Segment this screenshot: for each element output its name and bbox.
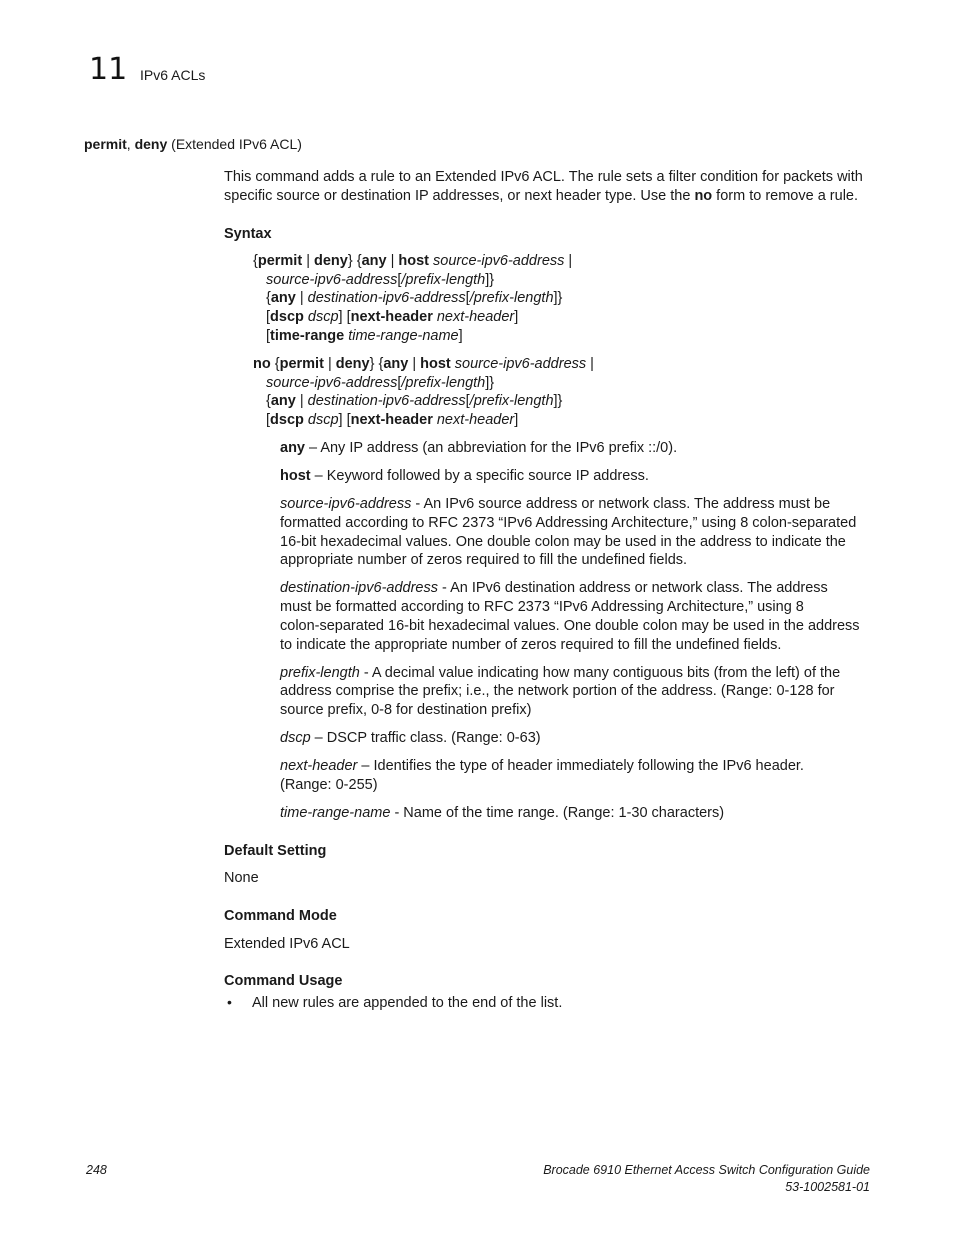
syntax-variable: /prefix-length	[469, 290, 554, 306]
param-term: time-range-name	[280, 805, 391, 821]
syntax-variable: destination-ipv6-address	[307, 393, 466, 409]
syntax-2-line-4	[266, 411, 518, 430]
intro-line-1: This command adds a rule to an Extended IPv6 ACL. The rule sets a filter condition for packets with	[224, 169, 863, 185]
param-any	[280, 439, 677, 458]
param-destination-line-4: to indicate the appropriate number of zeros required to fill the undefined fields.	[280, 637, 782, 653]
param-prefix-line-2: address comprise the prefix; i.e., the network portion of the address. (Range: 0-128 for	[280, 683, 835, 699]
command-suffix: (Extended IPv6 ACL)	[167, 136, 302, 152]
syntax-variable: dscp	[303, 309, 339, 325]
command-usage-heading: Command Usage	[224, 973, 343, 989]
syntax-keyword: any	[270, 393, 296, 409]
syntax-token: [	[266, 412, 271, 428]
param-desc: - A decimal value indicating how many contiguous bits (from the left) of the	[359, 665, 841, 681]
param-term: next-header	[280, 758, 358, 774]
syntax-token: |	[295, 290, 308, 306]
param-term: prefix-length	[280, 665, 360, 681]
syntax-1-line-1	[253, 252, 572, 271]
command-keyword-deny: deny	[134, 136, 168, 152]
syntax-token: ] [	[338, 412, 351, 428]
syntax-token: ]}	[485, 272, 495, 288]
param-time-range	[280, 804, 724, 823]
syntax-keyword: time-range	[270, 328, 345, 344]
param-desc: – Any IP address (an abbreviation for the IPv6 prefix ::/0).	[305, 440, 678, 456]
syntax-keyword: dscp	[270, 309, 304, 325]
syntax-keyword: permit	[279, 356, 324, 372]
syntax-token: } {	[369, 356, 384, 372]
param-term: dscp	[280, 730, 311, 746]
intro-text: specific source or destination IP addresses, or next header type. Use the	[224, 188, 695, 204]
param-destination-line-2: must be formatted according to RFC 2373 “IPv6 Addressing Architecture,” using 8	[280, 599, 804, 615]
syntax-keyword: host	[420, 356, 451, 372]
default-setting-heading: Default Setting	[224, 843, 327, 859]
syntax-2-line-3	[266, 392, 562, 411]
param-term: destination-ipv6-address	[280, 580, 438, 596]
syntax-keyword: deny	[314, 253, 348, 269]
syntax-token: [	[266, 328, 271, 344]
param-desc: - An IPv6 destination address or network class. The address	[437, 580, 828, 596]
param-source-line-1	[280, 495, 830, 514]
bullet-icon: •	[227, 994, 232, 1010]
param-source-line-3: 16-bit hexadecimal values. One double colon may be used in the address to indicate the	[280, 534, 846, 550]
param-term: source-ipv6-address	[280, 496, 412, 512]
command-mode-value: Extended IPv6 ACL	[224, 936, 350, 952]
syntax-token: |	[408, 356, 421, 372]
syntax-token: ]}	[553, 290, 563, 306]
syntax-variable: next-header	[432, 412, 515, 428]
intro-line-2	[224, 187, 858, 206]
syntax-variable: source-ipv6-address	[450, 356, 587, 372]
param-dscp	[280, 729, 541, 748]
syntax-token: {	[266, 290, 271, 306]
syntax-variable: source-ipv6-address	[266, 375, 398, 391]
syntax-token: {	[253, 253, 258, 269]
footer-doc-title: Brocade 6910 Ethernet Access Switch Configuration Guide	[543, 1163, 870, 1177]
syntax-keyword: deny	[335, 356, 370, 372]
syntax-token: ] [	[338, 309, 351, 325]
syntax-keyword: dscp	[270, 412, 304, 428]
syntax-variable: next-header	[432, 309, 515, 325]
default-setting-value: None	[224, 870, 259, 886]
syntax-1-line-2	[266, 271, 494, 290]
param-term: host	[280, 468, 311, 484]
syntax-keyword: next-header	[350, 412, 433, 428]
syntax-token: [	[465, 393, 470, 409]
syntax-token: |	[386, 253, 399, 269]
param-desc: – Identifies the type of header immediately following the IPv6 header.	[357, 758, 804, 774]
param-desc: - Name of the time range. (Range: 1-30 characters)	[390, 805, 725, 821]
syntax-token: ]	[514, 412, 519, 428]
syntax-token: ]}	[553, 393, 563, 409]
chapter-number: 11	[89, 52, 128, 87]
param-desc: – Keyword followed by a specific source IP address.	[310, 468, 649, 484]
param-source-line-2: formatted according to RFC 2373 “IPv6 Addressing Architecture,” using 8 colon-separated	[280, 515, 857, 531]
param-prefix-line-3: source prefix, 0-8 for destination prefix)	[280, 702, 532, 718]
param-source-line-4: appropriate number of zeros required to fill the undefined fields.	[280, 552, 688, 568]
syntax-keyword: host	[398, 253, 429, 269]
param-desc: - An IPv6 source address or network class. The address must be	[411, 496, 831, 512]
intro-keyword-no: no	[694, 188, 713, 204]
param-next-header-line-2: (Range: 0-255)	[280, 777, 378, 793]
param-term: any	[280, 440, 305, 456]
syntax-token: |	[323, 356, 336, 372]
param-destination-line-3: colon-separated 16-bit hexadecimal values. One double colon may be used in the address	[280, 618, 860, 634]
syntax-keyword: no	[253, 356, 271, 372]
syntax-token: {	[266, 393, 271, 409]
syntax-variable: source-ipv6-address	[429, 253, 565, 269]
syntax-token: ]	[458, 328, 463, 344]
syntax-variable: /prefix-length	[469, 393, 554, 409]
param-prefix-line-1	[280, 664, 840, 683]
param-host	[280, 467, 649, 486]
syntax-variable: source-ipv6-address	[266, 272, 398, 288]
command-separator: ,	[126, 136, 135, 152]
syntax-token: |	[302, 253, 314, 269]
command-keyword-permit: permit	[84, 136, 127, 152]
syntax-1-line-4	[266, 308, 518, 327]
page-number: 248	[86, 1163, 107, 1177]
syntax-variable: destination-ipv6-address	[307, 290, 466, 306]
command-mode-heading: Command Mode	[224, 908, 337, 924]
syntax-keyword: any	[270, 290, 296, 306]
syntax-token: [	[397, 375, 402, 391]
param-next-header-line-1	[280, 757, 804, 776]
syntax-token: ]}	[485, 375, 495, 391]
syntax-token: [	[465, 290, 470, 306]
syntax-token: } {	[347, 253, 362, 269]
intro-text: form to remove a rule.	[712, 188, 859, 204]
syntax-token: |	[295, 393, 308, 409]
syntax-2-line-1	[253, 355, 594, 374]
syntax-keyword: permit	[257, 253, 303, 269]
syntax-variable: /prefix-length	[401, 272, 486, 288]
syntax-token: {	[270, 356, 280, 372]
chapter-title: IPv6 ACLs	[140, 67, 206, 83]
syntax-2-line-2	[266, 374, 494, 393]
syntax-token: ]	[514, 309, 519, 325]
syntax-heading: Syntax	[224, 226, 272, 242]
syntax-token: |	[586, 356, 594, 372]
syntax-token: [	[397, 272, 402, 288]
syntax-variable: /prefix-length	[401, 375, 486, 391]
command-heading	[84, 135, 302, 153]
footer-doc-number: 53-1002581-01	[785, 1180, 870, 1194]
syntax-variable: dscp	[303, 412, 339, 428]
syntax-token: |	[564, 253, 573, 269]
syntax-token: [	[266, 309, 271, 325]
param-destination-line-1	[280, 579, 828, 598]
syntax-variable: time-range-name	[344, 328, 459, 344]
syntax-1-line-3	[266, 289, 562, 308]
param-desc: – DSCP traffic class. (Range: 0-63)	[310, 730, 541, 746]
syntax-keyword: any	[361, 253, 387, 269]
syntax-keyword: next-header	[350, 309, 433, 325]
syntax-1-line-5	[266, 327, 463, 346]
syntax-keyword: any	[383, 356, 409, 372]
command-usage-item: All new rules are appended to the end of the list.	[252, 995, 563, 1011]
